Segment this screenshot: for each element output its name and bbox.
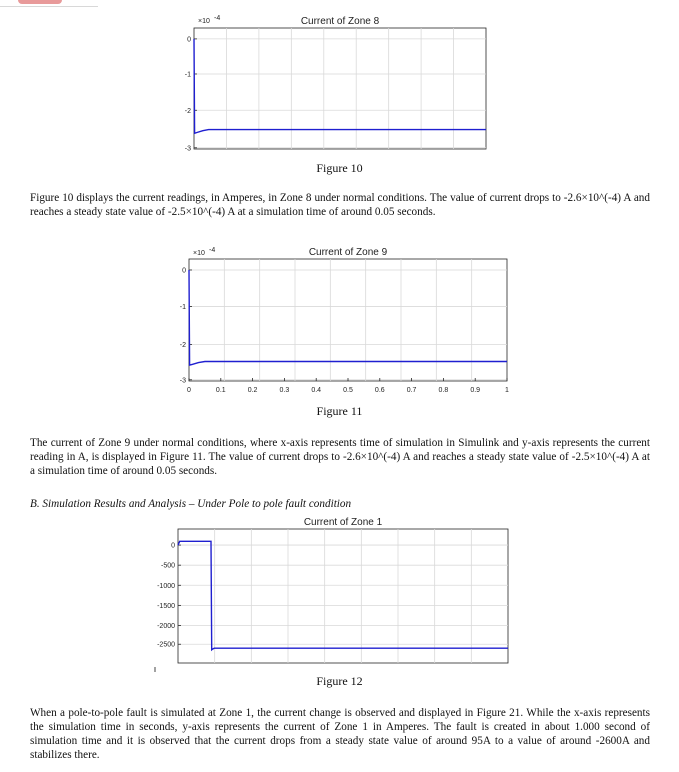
chart-zone8-ytick-label: -2	[184, 107, 191, 115]
chart-zone1-ytick-label: -2500	[157, 641, 175, 649]
chart-zone8-exponent-label: ×10	[198, 18, 210, 25]
figure-11-caption: Figure 11	[316, 404, 363, 418]
chart-zone1-ytick-label: -1000	[157, 582, 175, 590]
chart-zone9-exponent-label: ×10	[193, 250, 205, 257]
chart-zone8-axes-box	[194, 28, 486, 149]
chart-zone9-xtick-label: 0.4	[311, 387, 322, 394]
chart-zone1-ytick-label: -1500	[157, 602, 175, 610]
paragraph-zone9: The current of Zone 9 under normal conditions, where x-axis represents time of simulation in Simulink and y-axis represents the current reading in A, is displayed in Figure 11. The value of current drops to -2.6×10^(-4) A and reaches a steady state value of -2.5×10^(-4) A at a simulation time of around 0.05 seconds.	[30, 437, 650, 477]
chart-zone8-ytick-label: -1	[184, 71, 191, 79]
chart-zone9-xtick-label: 0.5	[343, 387, 353, 394]
figure-12-caption: Figure 12	[316, 674, 363, 688]
chart-zone8-title: Current of Zone 8	[300, 16, 380, 27]
chart-zone9-xtick-label: 0	[187, 387, 191, 394]
chart-zone1-title: Current of Zone 1	[303, 517, 383, 528]
chart-zone9-title: Current of Zone 9	[308, 247, 388, 258]
chart-zone8-ytick-label: 0	[187, 36, 191, 44]
chart-zone9-ytick-label: -2	[179, 341, 186, 349]
chart-zone9-xtick-label: 0.9	[470, 387, 481, 394]
chart-zone1-ytick-label: -500	[160, 562, 175, 570]
chart-zone1-ytick-label: 0	[171, 542, 175, 550]
chart-zone9-ytick-label: -3	[179, 377, 186, 385]
chart-zone9-xtick-label: 0.7	[406, 387, 417, 394]
chart-zone9-ytick-label: -1	[179, 304, 186, 312]
figure-10-caption: Figure 10	[316, 161, 363, 175]
chart-zone9-xtick-label: 1	[505, 387, 509, 394]
chart-zone8-exponent-power: -4	[214, 15, 221, 22]
paragraph-zone8: Figure 10 displays the current readings, in Amperes, in Zone 8 under normal conditions. The value of current drops to -2.6×10^(-4) A and reaches a steady state value of -2.5×10^(-4) A at a simulation time of around 0.05 seconds.	[30, 192, 650, 218]
chart-zone9-xtick-label: 0.8	[438, 387, 449, 394]
chart-zone9-axes-box	[189, 259, 507, 381]
chart-zone9-xtick-label: 0.1	[215, 387, 226, 394]
chart-zone9-xtick-label: 0.3	[279, 387, 290, 394]
chart-zone9-ytick-label: 0	[182, 267, 186, 275]
paragraph-zone1: When a pole-to-pole fault is simulated at Zone 1, the current change is observed and displayed in Figure 21. While the x-axis represents the simulation time in seconds, y-axis represents the current of Zone 1 in Amperes. The fault is created in about 1.000 second of simulation time and it is observed that the current drops from a steady state value of around 95A to a value of around -2600A and stabilizes there.	[30, 707, 650, 761]
chart-zone1-axes-box	[178, 529, 508, 663]
chart-zone1-ytick-label: -2000	[157, 622, 175, 630]
chart-zone8-ytick-label: -3	[184, 145, 191, 153]
chart-zone9-exponent-power: -4	[209, 247, 216, 254]
chart-zone9-xtick-label: 0.6	[374, 387, 385, 394]
section-heading: B. Simulation Results and Analysis – Under Pole to pole fault condition	[30, 498, 352, 510]
chart-zone9-xtick-label: 0.2	[247, 387, 258, 394]
